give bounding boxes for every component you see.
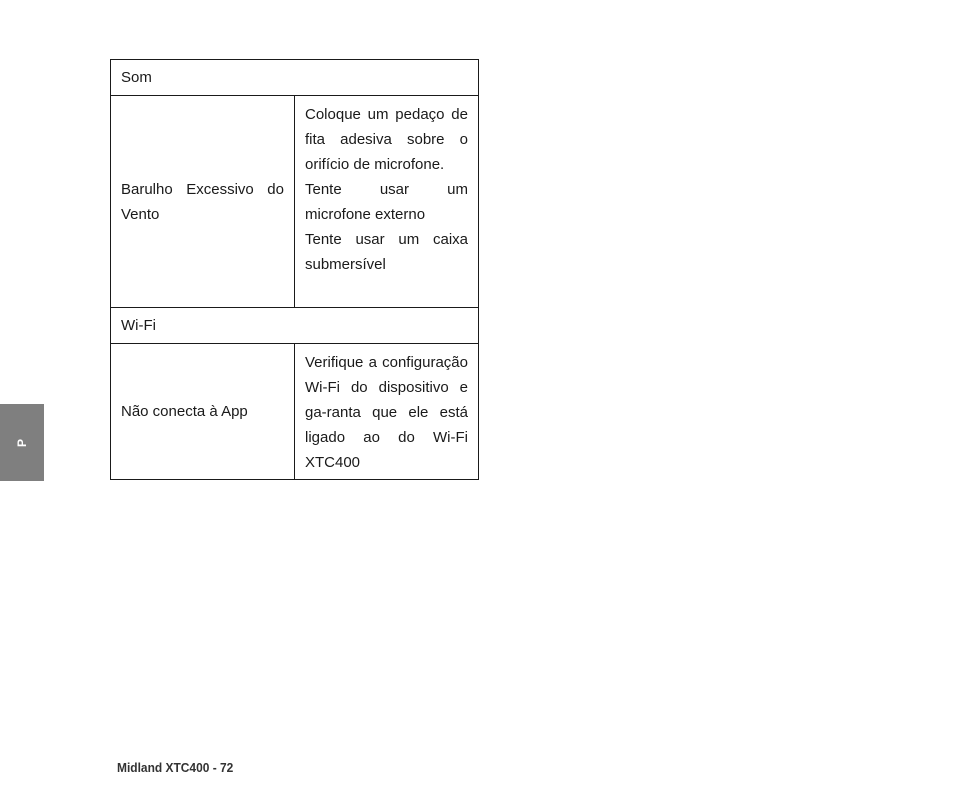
solution-cell <box>295 96 479 308</box>
section-row <box>111 308 479 344</box>
solution-text: Tente usar um microfone externo <box>305 181 468 223</box>
troubleshooting-table <box>110 59 479 480</box>
page-footer: Midland XTC400 - 72 <box>117 760 234 775</box>
solution-text: Coloque um pedaço de fita adesiva sobre o orifício de microfone. <box>305 106 468 173</box>
section-title-wifi: Wi-Fi <box>111 308 479 344</box>
language-tab <box>0 404 44 481</box>
section-title-sound: Som <box>111 60 479 96</box>
solution-cell <box>295 344 479 480</box>
problem-cell: Barulho Excessivo do Vento <box>111 96 295 308</box>
problem-cell: Não conecta à App <box>111 344 295 480</box>
table-row <box>111 96 479 308</box>
solution-text: Verifique a configuração Wi-Fi do dispositivo e ga-ranta que ele está ligado ao do Wi-Fi XTC400 <box>305 354 468 471</box>
table-row <box>111 344 479 480</box>
solution-text: Tente usar um caixa submersível <box>305 231 468 273</box>
section-row <box>111 60 479 96</box>
language-tab-label: P <box>14 438 29 447</box>
